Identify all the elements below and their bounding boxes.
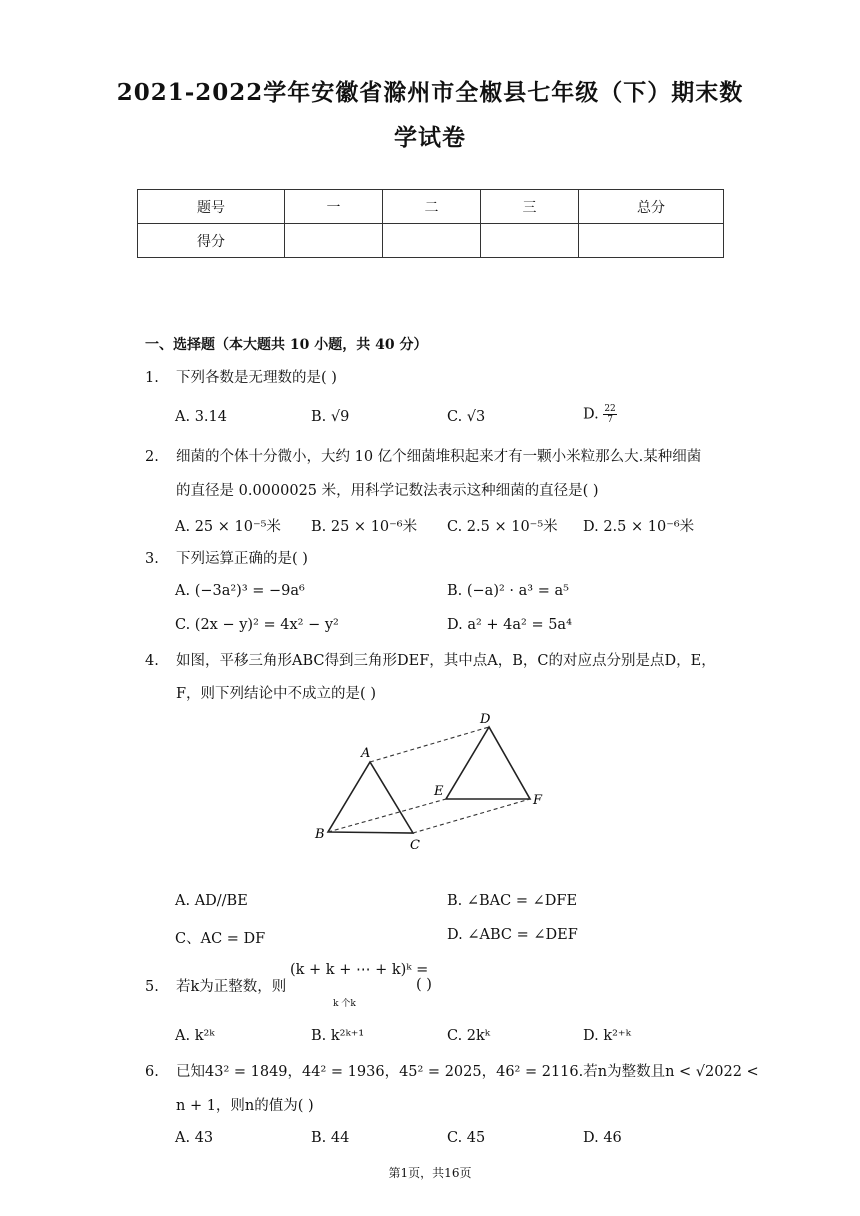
question-stem: 下列各数是无理数的是( )	[176, 370, 337, 386]
option-c[interactable]: C、AC = DF	[175, 931, 266, 947]
option-c[interactable]: C. 2kᵏ	[447, 1028, 491, 1044]
page-footer: 第1页，共16页	[388, 1166, 472, 1180]
point-label-e: E	[434, 784, 444, 799]
option-d[interactable]	[583, 404, 617, 425]
dashed-line-cf	[413, 799, 530, 833]
exam-title-line2: 学试卷	[394, 124, 466, 151]
score-cell[interactable]	[481, 224, 579, 258]
fraction-numerator: 22	[604, 404, 616, 414]
header-cell-total: 总分	[579, 190, 724, 224]
question-stem-line2: 的直径是 0.0000025 米，用科学记数法表示这种细菌的直径是( )	[176, 483, 599, 499]
option-b[interactable]: B. 25 × 10⁻⁶米	[311, 519, 418, 535]
option-a[interactable]: A. 25 × 10⁻⁵米	[175, 519, 281, 535]
score-table	[137, 189, 724, 258]
option-c[interactable]: C. √3	[447, 409, 486, 425]
math-formula: (k + k + ⋯ + k)ᵏ =	[290, 962, 429, 978]
option-d[interactable]: D. a² + 4a² = 5a⁴	[447, 617, 572, 633]
option-a[interactable]: A. (−3a²)³ = −9a⁶	[175, 583, 305, 599]
score-cell[interactable]	[383, 224, 481, 258]
question-number: 3.	[145, 551, 159, 567]
underbrace-label: k 个k	[333, 999, 356, 1009]
point-label-b: B	[315, 827, 325, 842]
question-number: 5.	[145, 979, 159, 995]
header-cell-part-3: 三	[481, 190, 579, 224]
header-cell-part-1: 一	[285, 190, 383, 224]
score-table-score-row	[138, 224, 724, 258]
option-a[interactable]: A. 43	[175, 1130, 214, 1146]
question-stem: 下列运算正确的是( )	[176, 551, 308, 567]
score-cell[interactable]	[285, 224, 383, 258]
option-b[interactable]: B. ∠BAC = ∠DFE	[447, 893, 578, 909]
question-number: 4.	[145, 653, 159, 669]
option-c[interactable]: C. 2.5 × 10⁻⁵米	[447, 519, 558, 535]
answer-parentheses: ( )	[416, 977, 432, 993]
row-label-score: 得分	[138, 224, 285, 258]
question-stem-line1: 如图，平移三角形ABC得到三角形DEF，其中点A，B，C的对应点分别是点D，E，	[176, 653, 716, 669]
option-d[interactable]: D. 2.5 × 10⁻⁶米	[583, 519, 695, 535]
option-d[interactable]: D. 46	[583, 1130, 622, 1146]
score-cell[interactable]	[579, 224, 724, 258]
point-label-f: F	[533, 793, 543, 808]
option-c[interactable]: C. (2x − y)² = 4x² − y²	[175, 617, 339, 633]
option-b[interactable]: B. √9	[311, 409, 350, 425]
header-cell-part-2: 二	[383, 190, 481, 224]
point-label-a: A	[361, 746, 371, 761]
option-d[interactable]: D. k²⁺ᵏ	[583, 1028, 631, 1044]
translation-triangle-figure	[300, 705, 560, 855]
option-a[interactable]: A. k²ᵏ	[175, 1028, 215, 1044]
exam-title-line1: 2021-2022学年安徽省滁州市全椒县七年级（下）期末数	[116, 79, 744, 106]
option-c[interactable]: C. 45	[447, 1130, 486, 1146]
question-stem-line1: 细菌的个体十分微小，大约 10 亿个细菌堆积起来才有一颗小米粒那么大.某种细菌	[176, 449, 702, 465]
option-d-label: D.	[583, 406, 599, 423]
section-heading: 一、选择题（本大题共 10 小题，共 40 分）	[145, 337, 428, 353]
question-stem-line2: n + 1，则n的值为( )	[176, 1098, 314, 1114]
header-cell-question-number: 题号	[138, 190, 285, 224]
question-stem: 若k为正整数，则	[176, 979, 287, 995]
option-b[interactable]: B. 44	[311, 1130, 350, 1146]
triangle-def	[446, 727, 530, 799]
option-b[interactable]: B. k²ᵏ⁺¹	[311, 1028, 365, 1044]
fraction	[603, 404, 616, 425]
score-table-header-row	[138, 190, 724, 224]
question-stem-line1: 已知43² = 1849，44² = 1936，45² = 2025，46² = 2116.若n为整数且n < √2022 <	[176, 1064, 759, 1080]
option-d[interactable]: D. ∠ABC = ∠DEF	[447, 927, 578, 943]
question-number: 1.	[145, 370, 159, 386]
fraction-denominator: 7	[607, 415, 613, 425]
question-number: 6.	[145, 1064, 159, 1080]
option-a[interactable]: A. AD//BE	[175, 893, 248, 909]
question-number: 2.	[145, 449, 159, 465]
triangle-abc	[328, 762, 413, 833]
option-b[interactable]: B. (−a)² · a³ = a⁵	[447, 583, 569, 599]
point-label-c: C	[410, 838, 420, 853]
question-stem-line2: F，则下列结论中不成立的是( )	[176, 686, 376, 702]
option-a[interactable]: A. 3.14	[175, 409, 227, 425]
point-label-d: D	[480, 712, 491, 727]
